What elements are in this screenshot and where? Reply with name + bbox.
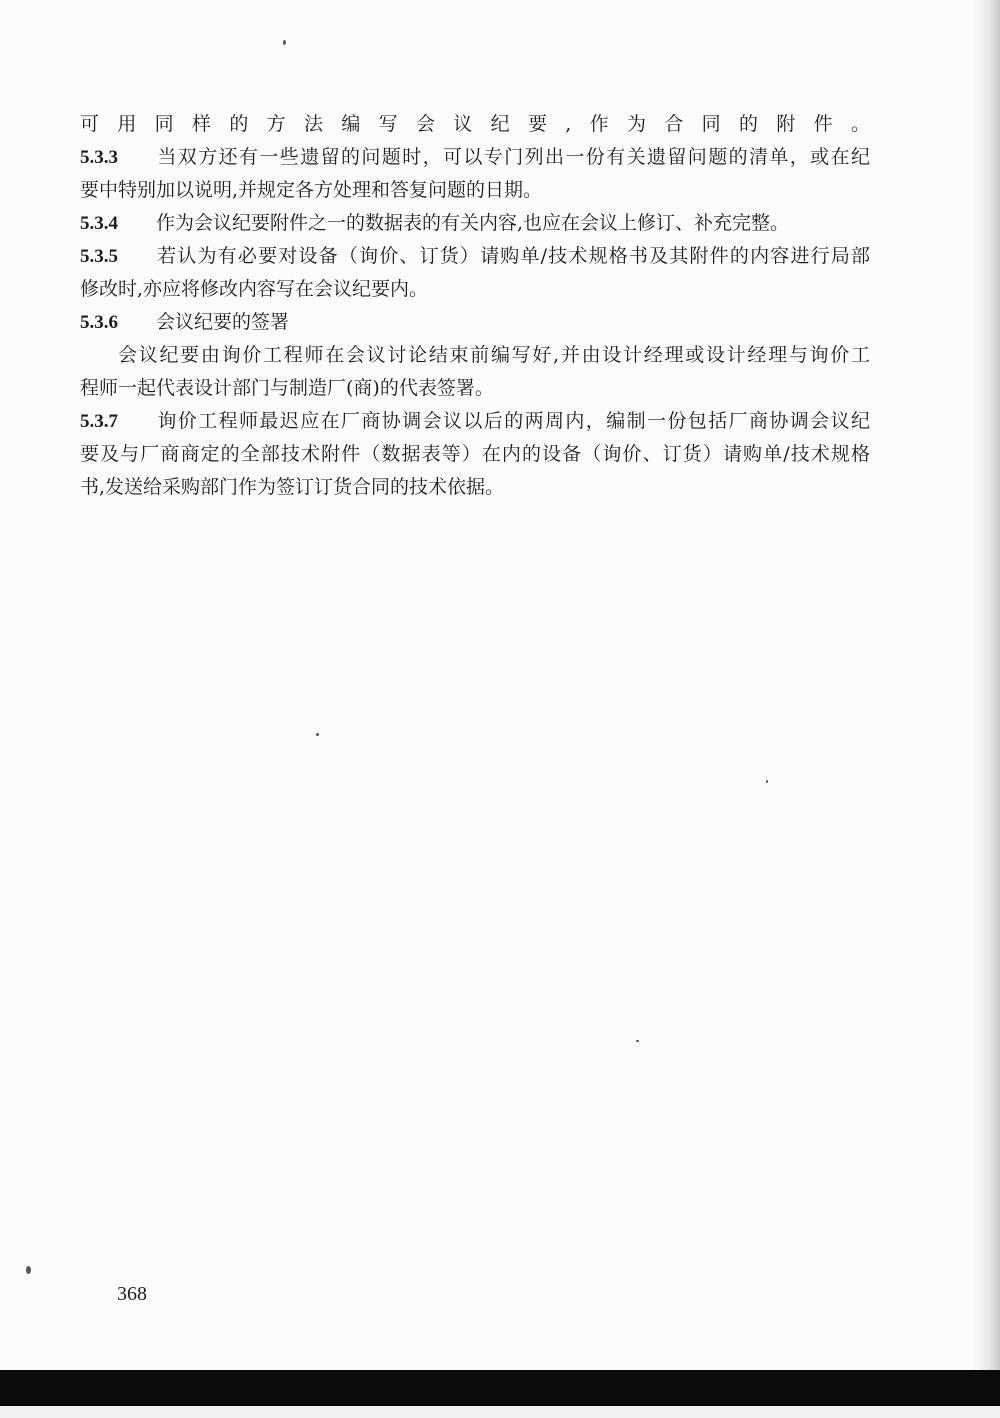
line-text: 会议纪要由询价工程师在会议讨论结束前编写好,并由设计经理或设计经理与询价工	[118, 344, 870, 366]
scan-speck	[636, 1040, 639, 1042]
section-number: 5.3.6	[80, 312, 118, 333]
paragraph-line	[80, 372, 870, 405]
line-text: 程师一起代表设计部门与制造厂(商)的代表签署。	[80, 377, 494, 399]
line-text: 作为会议纪要附件之一的数据表的有关内容,也应在会议上修订、补充完整。	[156, 212, 790, 234]
scan-speck	[316, 733, 319, 736]
paragraph-line	[80, 240, 870, 273]
scan-speck	[26, 1266, 31, 1274]
line-text: 要及与厂商商定的全部技术附件（数据表等）在内的设备（询价、订货）请购单/技术规格	[80, 443, 870, 465]
line-text: 要中特别加以说明,并规定各方处理和答复问题的日期。	[80, 179, 543, 201]
paragraph-line	[80, 471, 870, 504]
scan-edge-shadow	[972, 0, 1000, 1370]
paragraph-line	[80, 405, 870, 438]
scan-speck	[766, 780, 768, 783]
section-number: 5.3.5	[80, 246, 118, 267]
paragraph-line	[80, 339, 870, 372]
paragraph-line	[80, 174, 870, 207]
paragraph-line	[80, 108, 870, 141]
page-number: 368	[117, 1283, 147, 1305]
document-body	[80, 108, 870, 504]
section-heading	[80, 306, 870, 339]
paragraph-line	[80, 207, 870, 240]
section-number: 5.3.7	[80, 411, 118, 432]
scan-bottom-strip	[0, 1406, 1000, 1418]
section-number: 5.3.3	[80, 147, 118, 168]
section-number: 5.3.4	[80, 213, 118, 234]
line-text: 询价工程师最迟应在厂商协调会议以后的两周内，编制一份包括厂商协调会议纪	[156, 410, 870, 432]
line-text: 当双方还有一些遗留的问题时，可以专门列出一份有关遗留问题的清单，或在纪	[156, 146, 870, 168]
line-text: 可用同样的方法编写会议纪要,作为合同的附件。	[80, 113, 870, 135]
paragraph-line	[80, 438, 870, 471]
line-text: 会议纪要的签署	[156, 311, 290, 333]
paragraph-line	[80, 273, 870, 306]
line-text: 书,发送给采购部门作为签订订货合同的技术依据。	[80, 476, 505, 498]
paragraph-line	[80, 141, 870, 174]
line-text: 若认为有必要对设备（询价、订货）请购单/技术规格书及其附件的内容进行局部	[156, 245, 870, 267]
scan-bottom-border	[0, 1370, 1000, 1406]
line-text: 修改时,亦应将修改内容写在会议纪要内。	[80, 278, 429, 300]
scan-speck	[283, 40, 286, 45]
